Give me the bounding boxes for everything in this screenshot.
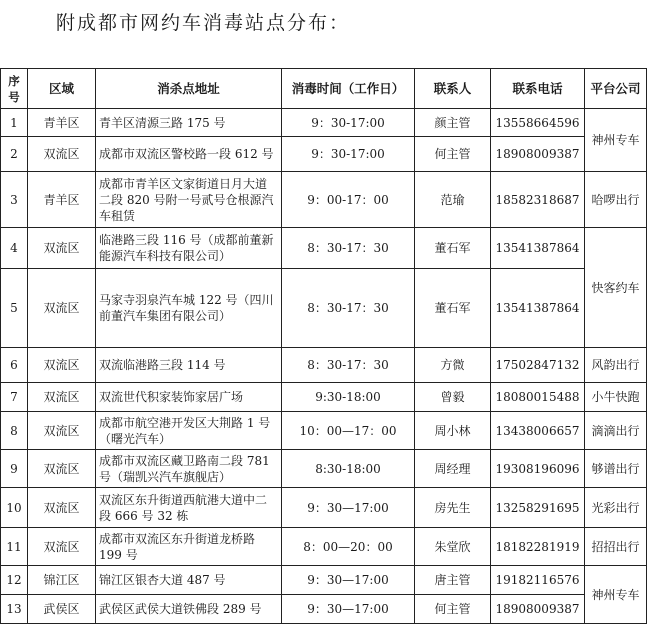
header-platform: 平台公司: [585, 69, 647, 109]
cell-platform: 招招出行: [585, 528, 647, 566]
cell-district: 双流区: [28, 269, 96, 348]
cell-platform: 风韵出行: [585, 348, 647, 383]
page-heading: 附成都市网约车消毒站点分布：: [56, 12, 351, 34]
table-row: [1, 412, 647, 450]
cell-address: 成都市双流区东升街道龙桥路 199 号: [96, 528, 282, 566]
cell-district: 双流区: [28, 488, 96, 528]
header-contact: 联系人: [415, 69, 491, 109]
cell-time: 8：30-17：30: [282, 348, 415, 383]
cell-address: 武侯区武侯大道铁佛段 289 号: [96, 595, 282, 624]
cell-time: 9：30-17:00: [282, 137, 415, 172]
cell-contact: 董石军: [415, 228, 491, 269]
cell-phone: 13541387864: [491, 228, 585, 269]
table-row: [1, 348, 647, 383]
cell-no: 8: [1, 412, 28, 450]
cell-district: 双流区: [28, 450, 96, 488]
cell-no: 1: [1, 109, 28, 137]
cell-district: 双流区: [28, 228, 96, 269]
cell-district: 双流区: [28, 137, 96, 172]
cell-no: 6: [1, 348, 28, 383]
cell-time: 8：30-17：30: [282, 269, 415, 348]
cell-district: 双流区: [28, 348, 96, 383]
header-district: 区域: [28, 69, 96, 109]
cell-district: 双流区: [28, 528, 96, 566]
cell-no: 4: [1, 228, 28, 269]
cell-no: 3: [1, 172, 28, 228]
cell-platform: 快客约车: [585, 228, 647, 348]
cell-time: 8：30-17：30: [282, 228, 415, 269]
cell-phone: 13438006657: [491, 412, 585, 450]
cell-platform: 滴滴出行: [585, 412, 647, 450]
cell-platform: 哈啰出行: [585, 172, 647, 228]
cell-no: 10: [1, 488, 28, 528]
cell-phone: 13541387864: [491, 269, 585, 348]
cell-platform: 够谱出行: [585, 450, 647, 488]
cell-contact: 何主管: [415, 137, 491, 172]
cell-no: 9: [1, 450, 28, 488]
cell-contact: 方微: [415, 348, 491, 383]
header-phone: 联系电话: [491, 69, 585, 109]
header-address: 消杀点地址: [96, 69, 282, 109]
table-row: [1, 383, 647, 412]
cell-contact: 何主管: [415, 595, 491, 624]
cell-phone: 17502847132: [491, 348, 585, 383]
cell-address: 马家寺羽泉汽车城 122 号（四川前董汽车集团有限公司）: [96, 269, 282, 348]
cell-district: 青羊区: [28, 109, 96, 137]
table-row: [1, 109, 647, 137]
cell-phone: 19308196096: [491, 450, 585, 488]
cell-no: 13: [1, 595, 28, 624]
cell-no: 12: [1, 566, 28, 595]
cell-time: 8：00—20：00: [282, 528, 415, 566]
cell-phone: 18908009387: [491, 595, 585, 624]
cell-district: 双流区: [28, 383, 96, 412]
table-row: [1, 228, 647, 269]
cell-no: 2: [1, 137, 28, 172]
table-row: [1, 137, 647, 172]
cell-address: 成都市航空港开发区大荆路 1 号（曙光汽车）: [96, 412, 282, 450]
table-row: [1, 528, 647, 566]
cell-platform: 神州专车: [585, 566, 647, 624]
cell-phone: 18182281919: [491, 528, 585, 566]
cell-address: 成都市双流区藏卫路南二段 781 号（瑞凯兴汽车旗舰店）: [96, 450, 282, 488]
cell-district: 双流区: [28, 412, 96, 450]
cell-time: 9：30—17:00: [282, 595, 415, 624]
cell-phone: 18908009387: [491, 137, 585, 172]
table-row: [1, 488, 647, 528]
cell-time: 9:30-18:00: [282, 383, 415, 412]
cell-contact: 房先生: [415, 488, 491, 528]
cell-address: 成都市双流区警校路一段 612 号: [96, 137, 282, 172]
cell-district: 武侯区: [28, 595, 96, 624]
table-row: [1, 566, 647, 595]
cell-district: 锦江区: [28, 566, 96, 595]
cell-no: 5: [1, 269, 28, 348]
cell-district: 青羊区: [28, 172, 96, 228]
table-row: [1, 595, 647, 624]
cell-time: 8:30-18:00: [282, 450, 415, 488]
cell-contact: 周小林: [415, 412, 491, 450]
cell-contact: 颜主管: [415, 109, 491, 137]
cell-phone: 18080015488: [491, 383, 585, 412]
cell-time: 10：00—17：00: [282, 412, 415, 450]
cell-phone: 18582318687: [491, 172, 585, 228]
cell-phone: 13558664596: [491, 109, 585, 137]
cell-no: 7: [1, 383, 28, 412]
cell-platform: 光彩出行: [585, 488, 647, 528]
cell-no: 11: [1, 528, 28, 566]
cell-contact: 范瑜: [415, 172, 491, 228]
header-no: 序号: [1, 69, 28, 109]
cell-address: 锦江区银杏大道 487 号: [96, 566, 282, 595]
cell-address: 双流临港路三段 114 号: [96, 348, 282, 383]
cell-address: 双流区东升街道西航港大道中二段 666 号 32 栋: [96, 488, 282, 528]
table-header-row: [1, 69, 647, 109]
cell-platform: 神州专车: [585, 109, 647, 172]
cell-address: 青羊区清源三路 175 号: [96, 109, 282, 137]
cell-address: 双流世代积家装饰家居广场: [96, 383, 282, 412]
cell-time: 9：30—17:00: [282, 488, 415, 528]
cell-platform: 小牛快跑: [585, 383, 647, 412]
cell-address: 成都市青羊区文家街道日月大道二段 820 号附一号贰号仓根源汽车租赁: [96, 172, 282, 228]
table-row: [1, 269, 647, 348]
cell-phone: 19182116576: [491, 566, 585, 595]
table-row: [1, 450, 647, 488]
cell-contact: 周经理: [415, 450, 491, 488]
cell-time: 9：30—17:00: [282, 566, 415, 595]
cell-contact: 朱堂欣: [415, 528, 491, 566]
cell-contact: 曾毅: [415, 383, 491, 412]
cell-address: 临港路三段 116 号（成都前董新能源汽车科技有限公司）: [96, 228, 282, 269]
table-row: [1, 172, 647, 228]
header-time: 消毒时间（工作日）: [282, 69, 415, 109]
cell-phone: 13258291695: [491, 488, 585, 528]
cell-contact: 董石军: [415, 269, 491, 348]
cell-time: 9：30-17:00: [282, 109, 415, 137]
cell-time: 9：00-17：00: [282, 172, 415, 228]
cell-contact: 唐主管: [415, 566, 491, 595]
disinfection-sites-table: [0, 68, 647, 624]
